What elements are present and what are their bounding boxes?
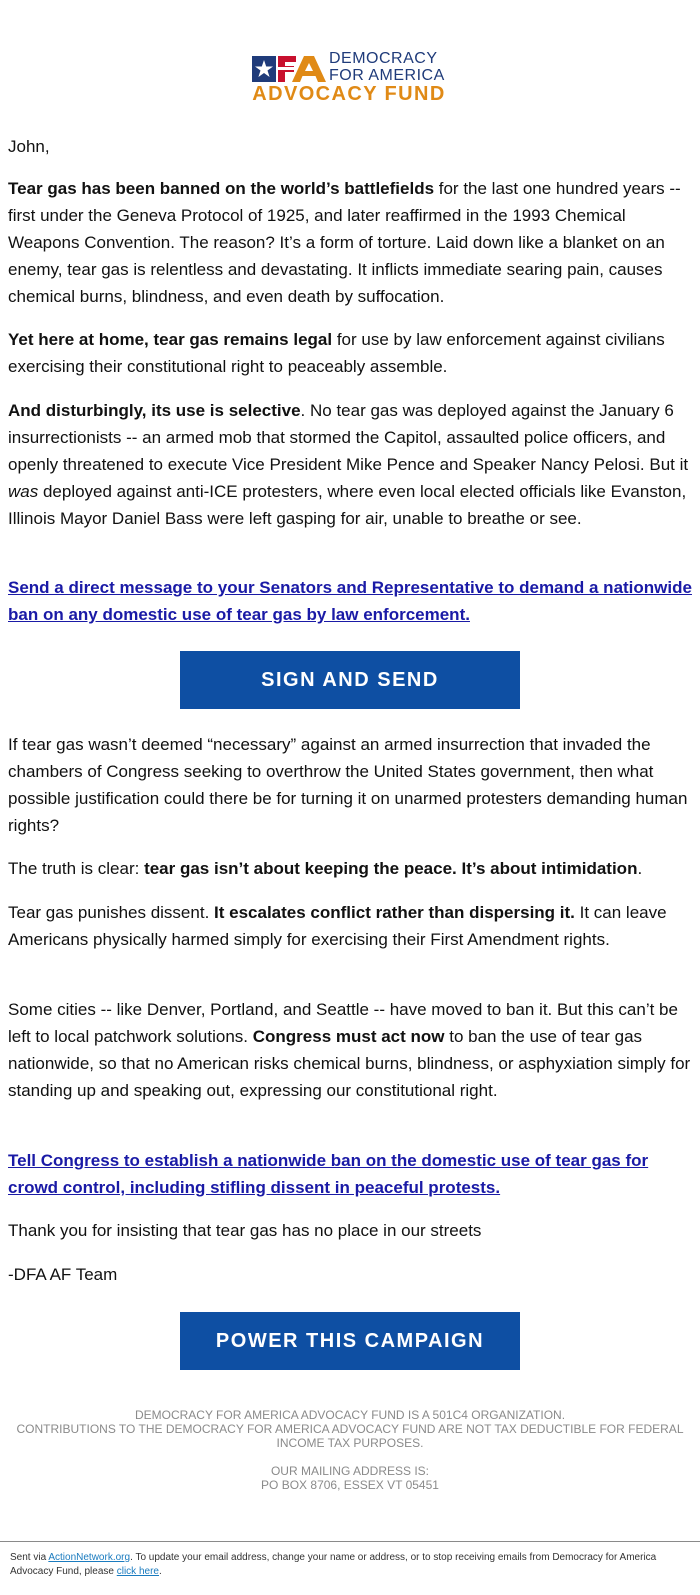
send-message-link[interactable]: Send a direct message to your Senators and Representative to demand a nationwide ban on any domestic use of tear gas by law enforcement.	[8, 578, 692, 624]
truth-text-a: The truth is clear:	[8, 859, 145, 878]
battlefields-text: for the last one hundred years -- first under the Geneva Protocol of 1925, and later reaffirmed in the 1993 Chemical Weapons Convention. The reason? It’s a form of torture. Laid down like a blanket on an enemy, tear gas is relentless and devastating. It inflicts immediate searing pain, causes chemical burns, blindness, and even death by suffocation.	[8, 179, 681, 306]
italic-was: was	[8, 482, 39, 501]
signoff: -DFA AF Team	[8, 1265, 118, 1284]
truth-text-b: .	[637, 859, 643, 878]
click-here-link[interactable]: click here	[116, 1566, 159, 1577]
paragraph-truth	[8, 855, 692, 882]
footer-address: PO BOX 8706, ESSEX VT 05451	[261, 1478, 439, 1492]
bold-congress-act: Congress must act now	[252, 1027, 445, 1046]
cities-text-b: to ban the use of tear gas nationwide, so that no American risks chemical burns, blindness, or asphyxiation simply for standing up and speaking out, expressing our constitutional right.	[8, 1027, 691, 1100]
selective-text-b: deployed against anti-ICE protesters, where even local elected officials like Evanston, Illinois Mayor Daniel Bass were left gasping for air, unable to breathe or see.	[8, 482, 687, 528]
footer-tax-line: CONTRIBUTIONS TO THE DEMOCRACY FOR AMERICA ADVOCACY FUND ARE NOT TAX DEDUCTIBLE FOR FEDERAL INCOME TAX PURPOSES.	[16, 1422, 684, 1450]
bold-legal: Yet here at home, tear gas remains legal	[8, 330, 333, 349]
footer-mailing-label: OUR MAILING ADDRESS IS:	[270, 1464, 430, 1478]
paragraph-battlefields	[8, 175, 692, 310]
unsubscribe-text: . To update your email address, change your name or address, or to stop receiving emails from Democracy for America Advocacy Fund, please	[10, 1552, 657, 1577]
cities-text-a: Some cities -- like Denver, Portland, and Seattle -- have moved to ban it. But this can’t be left to local patchwork solutions.	[8, 1000, 678, 1046]
bold-escalates: It escalates conflict rather than dispersing it.	[214, 903, 575, 922]
sent-via-text: Sent via	[10, 1552, 49, 1563]
cta-link-paragraph-2	[8, 1147, 692, 1201]
selective-text-a: . No tear gas was deployed against the January 6 insurrectionists -- an armed mob that stormed the Capitol, assaulted police officers, and openly threatened to execute Vice President Mike Pence and Speaker Nancy Pelosi. But it	[8, 401, 689, 474]
paragraph-dissent	[8, 899, 692, 953]
bold-selective: And disturbingly, its use is selective	[8, 401, 301, 420]
logo-line-democracy: DEMOCRACY	[329, 50, 438, 67]
sign-and-send-button[interactable]: SIGN AND SEND	[180, 651, 520, 709]
footer-org-line: DEMOCRACY FOR AMERICA ADVOCACY FUND IS A 501C4 ORGANIZATION.	[134, 1408, 566, 1422]
bold-battlefields: Tear gas has been banned on the world’s battlefields	[8, 179, 435, 198]
paragraph-selective	[8, 397, 692, 532]
actionnetwork-link[interactable]: ActionNetwork.org	[48, 1552, 131, 1563]
power-this-campaign-button[interactable]: POWER THIS CAMPAIGN	[180, 1312, 520, 1370]
paragraph-thank-you: Thank you for insisting that tear gas has no place in our streets	[8, 1221, 482, 1240]
dissent-text-a: Tear gas punishes dissent.	[8, 903, 215, 922]
tell-congress-link[interactable]: Tell Congress to establish a nationwide ban on the domestic use of tear gas for crowd control, including stifling dissent in peaceful protests.	[8, 1151, 649, 1197]
paragraph-insurrection: If tear gas wasn’t deemed “necessary” against an armed insurrection that invaded the chambers of Congress seeking to overthrow the United States government, then what possible justification could there be for turning it on unarmed protesters demanding human rights?	[8, 735, 688, 835]
sent-via-end: .	[158, 1566, 162, 1577]
bold-intimidation: tear gas isn’t about keeping the peace. It’s about intimidation	[144, 859, 638, 878]
dissent-text-b: It can leave Americans physically harmed simply for exercising their First Amendment rights.	[8, 903, 667, 949]
cta-link-paragraph	[8, 574, 692, 628]
greeting: John,	[8, 137, 50, 156]
dfa-logo	[252, 48, 452, 106]
logo-line-advocacy-fund: ADVOCACY FUND	[252, 83, 446, 105]
logo-line-for-america: FOR AMERICA	[329, 67, 445, 84]
paragraph-cities	[8, 996, 692, 1104]
dfa-flag-mark-icon	[252, 54, 332, 84]
paragraph-legal	[8, 326, 692, 380]
legal-text: for use by law enforcement against civilians exercising their constitutional right to peaceably assemble.	[8, 330, 665, 376]
footer-divider	[0, 1541, 700, 1542]
sent-via-note	[10, 1551, 690, 1579]
